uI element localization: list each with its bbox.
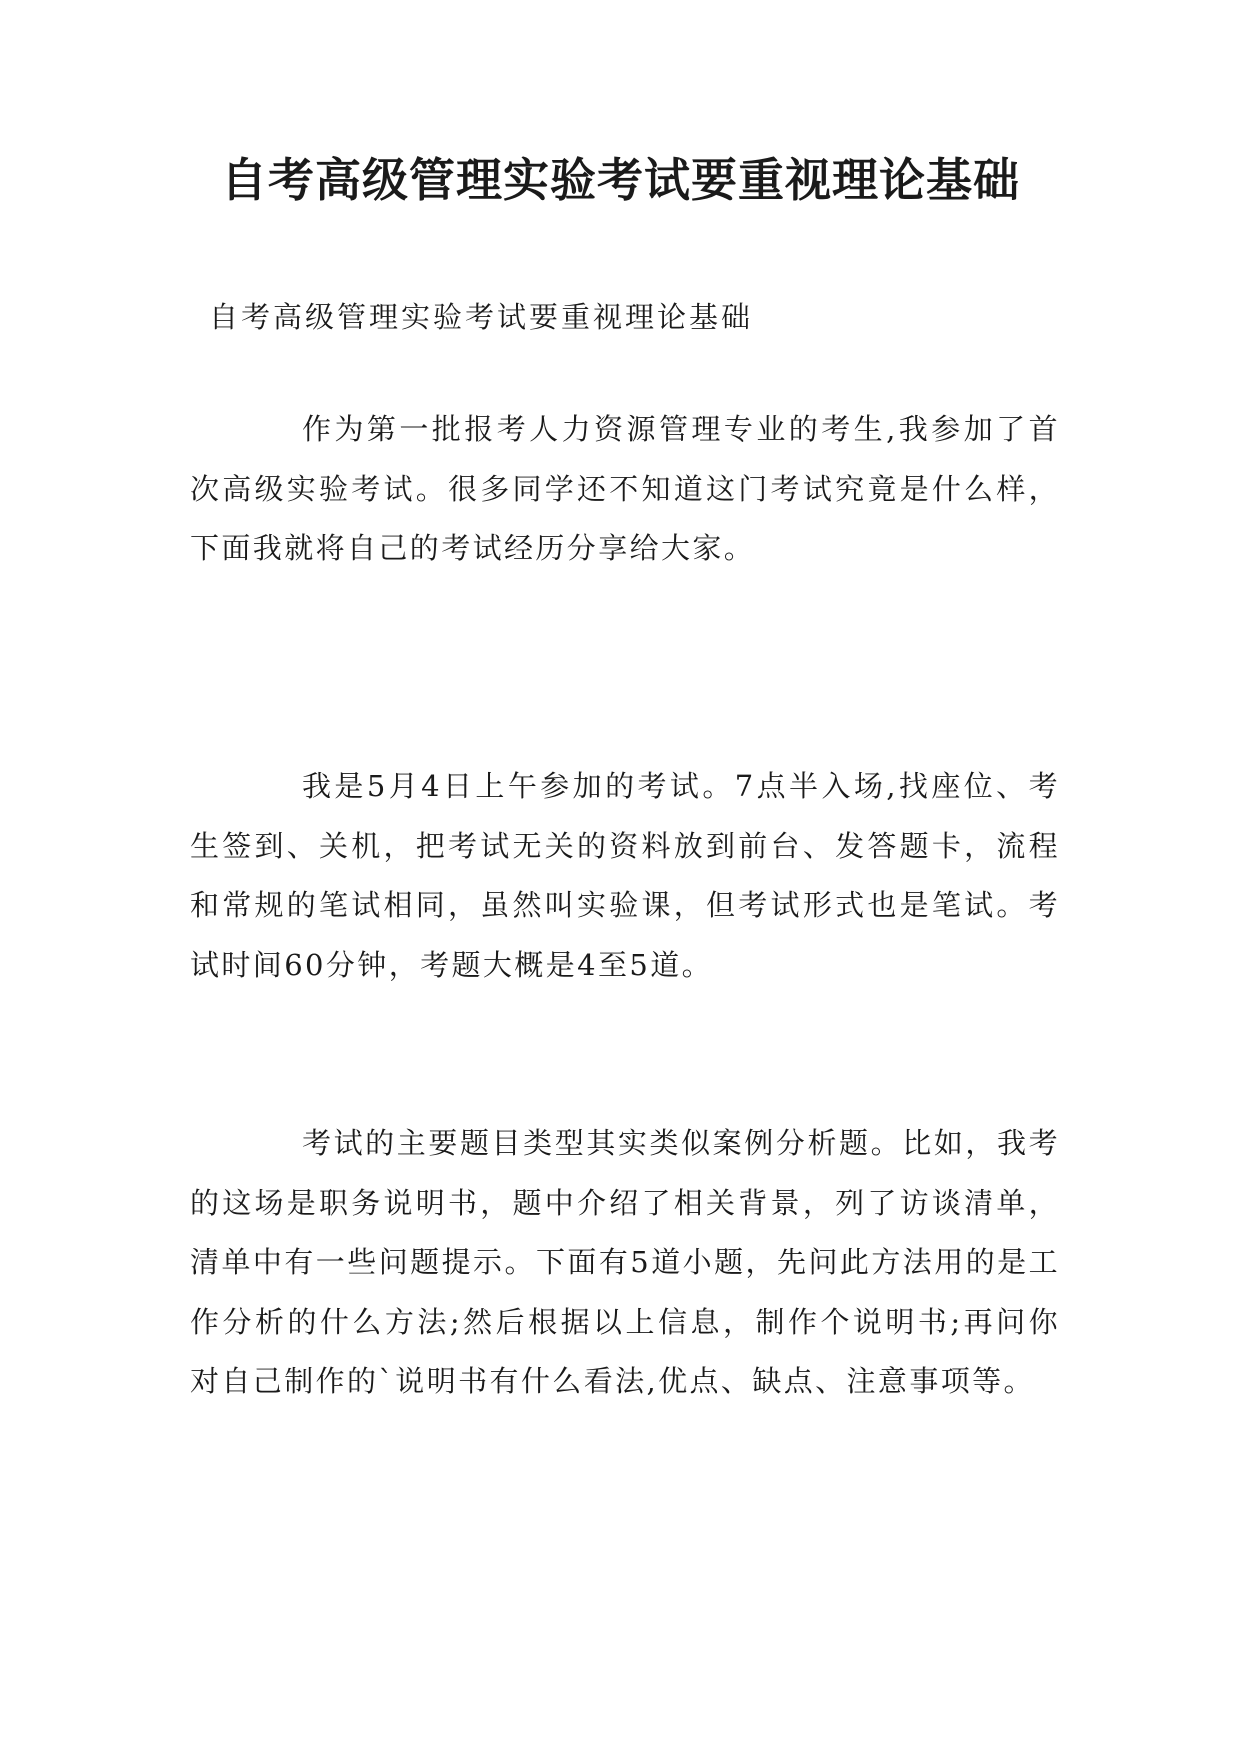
document-title: 自考高级管理实验考试要重视理论基础 [221,153,1020,207]
paragraph-1: 作为第一批报考人力资源管理专业的考生,我参加了首次高级实验考试。很多同学还不知道这门考试究竟是什么样，下面我就将自己的考试经历分享给大家。 [190,412,1060,565]
paragraph-2: 我是5月4日上午参加的考试。7点半入场,找座位、考生签到、关机，把考试无关的资料放到前台、发答题卡，流程和常规的笔试相同，虽然叫实验课，但考试形式也是笔试。考试时间60分钟，考题大概是4至5道。 [190,769,1060,982]
document-subtitle: 自考高级管理实验考试要重视理论基础 [209,300,754,334]
paragraph-3: 考试的主要题目类型其实类似案例分析题。比如，我考的这场是职务说明书，题中介绍了相关背景，列了访谈清单，清单中有一些问题提示。下面有5道小题，先问此方法用的是工作分析的什么方法;然后根据以上信息，制作个说明书;再问你对自己制作的`说明书有什么看法,优点、缺点、注意事项等。 [190,1126,1060,1398]
